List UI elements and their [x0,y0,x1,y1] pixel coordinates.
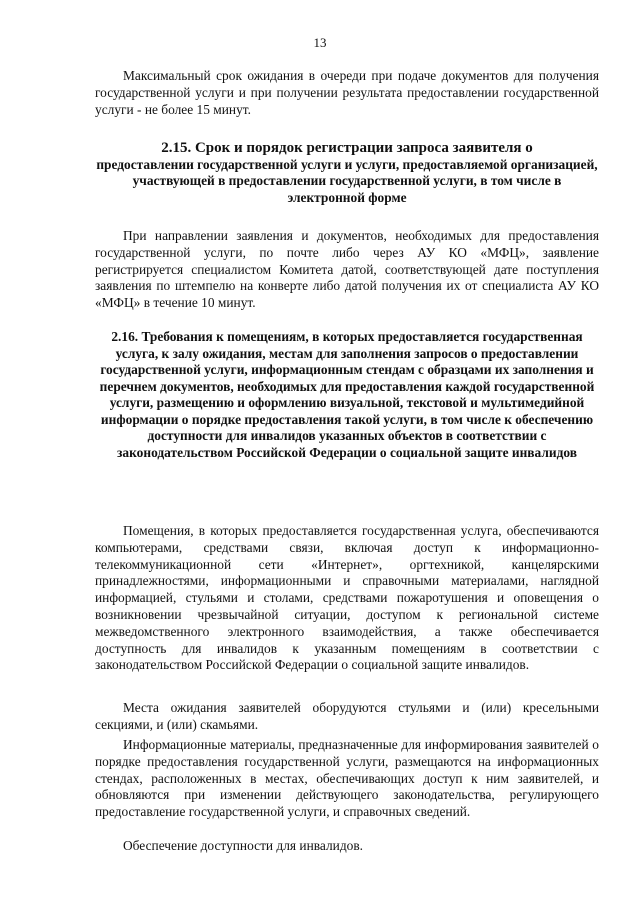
paragraph-waiting-places: Места ожидания заявителей оборудуются стульями и (или) кресельными секциями, и (или) скамьями. [95,700,599,732]
paragraph-accessibility: Обеспечение доступности для инвалидов. [123,838,363,853]
paragraph-info-materials: Информационные материалы, предназначенные для информирования заявителей о порядке предоставления государственной услуги, размещаются на информационных стендах, расположенных в местах, обеспечивающих доступ к ним заявителей, и обновляются при изменении действующего законодательства, регулирующего предоставление государственной услуги, и справочных сведений. [95,737,599,820]
section-heading-2-15-rest: предоставлении государственной услуги и услуги, предоставляемой организацией, участвующей в предоставлении государственной услуги, в том числе в электронной форме [96,156,598,205]
section-heading-2-15-line1: 2.15. Срок и порядок регистрации запроса заявителя о [161,140,533,156]
paragraph-waiting-time: Максимальный срок ожидания в очереди при подаче документов для получения государственной услуги и при получении результата предоставлении государственной услуги - не более 15 минут. [95,68,599,117]
paragraph-registration: При направлении заявления и документов, необходимых для предоставления государственной услуги, по почте либо через АУ КО «МФЦ», заявление регистрируется специалистом Комитета датой, соответствующей дате поступления заявления по штемпелю на конверте либо датой получения их от специалиста АУ КО «МФЦ» в течение 10 минут. [95,228,599,311]
section-heading-2-15 [95,140,599,206]
section-heading-2-16: 2.16. Требования к помещениям, в которых предоставляется государственная услуга, к залу ожидания, местам для заполнения запросов о предоставлении государственной услуги, информационным стендам с образцами их заполнения и перечнем документов, необходимых для предоставления каждой государственной услуги, размещению и оформлению визуальной, текстовой и мультимедийной информации о порядке предоставления такой услуги, в том числе к обеспечению доступности для инвалидов указанных объектов в соответствии с законодательством Российской Федерации о социальной защите инвалидов [99,329,595,460]
paragraph-premises: Помещения, в которых предоставляется государственная услуга, обеспечиваются компьютерами, средствами связи, включая доступ к информационно-телекоммуникационной сети «Интернет», оргтехникой, канцелярскими принадлежностями, информационными и справочными материалами, наглядной информацией, стульями и столами, средствами пожаротушения и оповещения о возникновении чрезвычайной ситуации, доступом к региональной системе межведомственного электронного взаимодействия, а также обеспечивается доступность для инвалидов к указанным помещениям в соответствии с законодательством Российской Федерации о социальной защите инвалидов. [95,523,599,673]
page-number: 13 [313,35,327,50]
